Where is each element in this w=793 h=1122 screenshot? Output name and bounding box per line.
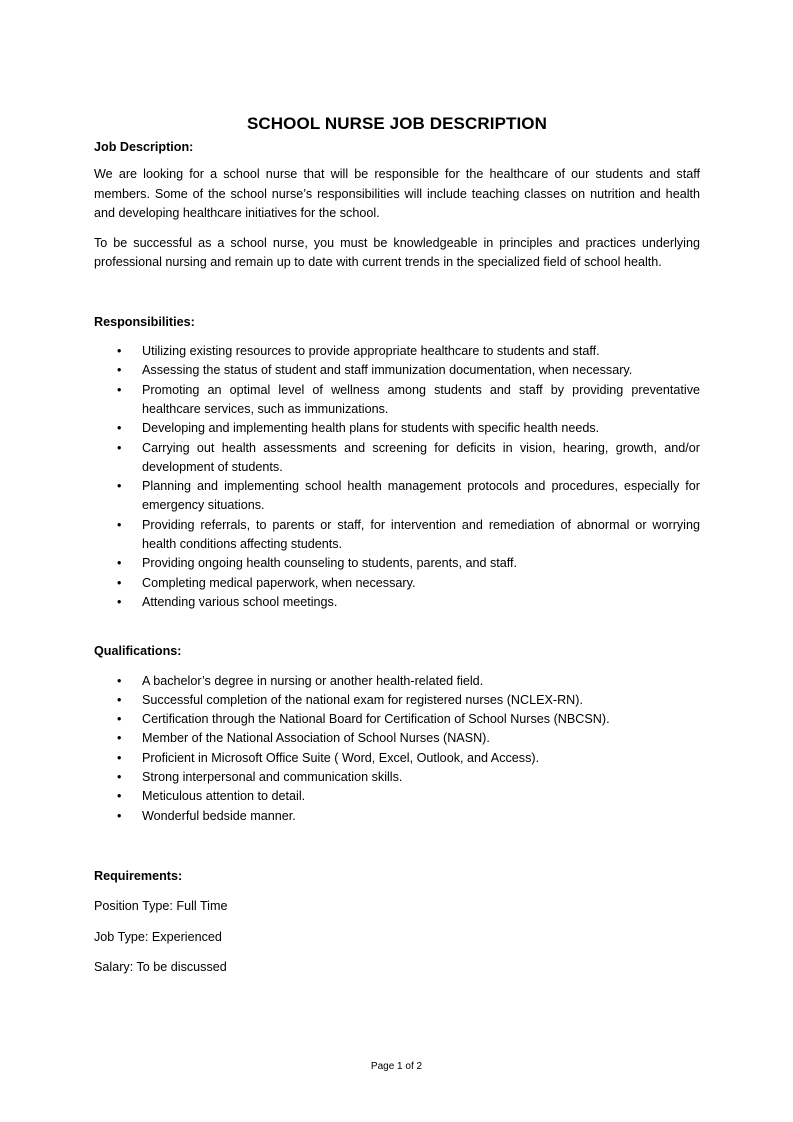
list-item: • A bachelor’s degree in nursing or another health-related field. xyxy=(94,672,700,691)
list-item: • Promoting an optimal level of wellness among students and staff by providing preventative healthcare services, such as immunizations. xyxy=(117,382,700,416)
list-item: • Assessing the status of student and staff immunization documentation, when necessary. xyxy=(94,361,700,380)
bullet-icon: • xyxy=(117,363,122,378)
job-description-paragraph-2: To be successful as a school nurse, you must be knowledgeable in principles and practices underlying professional nursing and remain up to date with current trends in the specialized field of school health. xyxy=(94,236,700,270)
list-item: • Wonderful bedside manner. xyxy=(94,807,700,826)
bullet-icon: • xyxy=(117,770,122,785)
list-item: • Developing and implementing health plans for students with specific health needs. xyxy=(94,419,700,438)
list-item: • Planning and implementing school health management protocols and procedures, especially for emergency situations. xyxy=(117,479,700,513)
bullet-icon: • xyxy=(117,479,122,494)
list-item: • Member of the National Association of School Nurses (NASN). xyxy=(94,729,700,748)
bullet-icon: • xyxy=(117,344,122,359)
bullet-icon: • xyxy=(117,556,122,571)
list-item: • Strong interpersonal and communication skills. xyxy=(94,768,700,787)
job-description-paragraph-1: We are looking for a school nurse that will be responsible for the healthcare of our students and staff members. Some of the school nurse’s responsibilities will include teaching classes on nutrition and health and developing healthcare initiatives for the school. xyxy=(94,167,700,220)
list-item: • Providing ongoing health counseling to students, parents, and staff. xyxy=(94,554,700,573)
bullet-icon: • xyxy=(117,440,122,455)
bullet-icon: • xyxy=(117,750,122,765)
bullet-icon: • xyxy=(117,731,122,746)
page-number-footer: Page 1 of 2 xyxy=(370,1061,423,1072)
bullet-icon: • xyxy=(117,382,122,397)
job-description-heading: Job Description: xyxy=(94,140,194,154)
document-body xyxy=(94,112,700,977)
qualifications-list xyxy=(94,672,700,826)
bullet-icon: • xyxy=(117,692,122,707)
list-item: • Completing medical paperwork, when necessary. xyxy=(94,574,700,593)
responsibilities-list xyxy=(94,342,700,612)
list-item: • Successful completion of the national exam for registered nurses (NCLEX-RN). xyxy=(94,691,700,710)
salary: Salary: To be discussed xyxy=(94,959,227,974)
job-type: Job Type: Experienced xyxy=(94,929,222,944)
list-item: • Carrying out health assessments and screening for deficits in vision, hearing, growth, and/or development of students. xyxy=(117,440,700,474)
bullet-icon: • xyxy=(117,673,122,688)
document-title: SCHOOL NURSE JOB DESCRIPTION xyxy=(246,114,548,133)
bullet-icon: • xyxy=(117,421,122,436)
responsibilities-heading: Responsibilities: xyxy=(94,314,195,329)
list-item: • Providing referrals, to parents or staff, for intervention and remediation of abnormal or worrying health conditions affecting students. xyxy=(117,517,700,552)
list-item: • Utilizing existing resources to provide appropriate healthcare to students and staff. xyxy=(94,342,700,361)
qualifications-heading: Qualifications: xyxy=(94,644,182,659)
list-item: • Certification through the National Board for Certification of School Nurses (NBCSN). xyxy=(94,710,700,729)
list-item: • Attending various school meetings. xyxy=(94,593,700,612)
bullet-icon: • xyxy=(117,594,122,609)
bullet-icon: • xyxy=(117,808,122,823)
list-item: • Meticulous attention to detail. xyxy=(94,787,700,806)
bullet-icon: • xyxy=(117,789,122,804)
bullet-icon: • xyxy=(117,575,122,590)
position-type: Position Type: Full Time xyxy=(94,899,228,914)
requirements-heading: Requirements: xyxy=(94,868,183,883)
list-item: • Proficient in Microsoft Office Suite ( Word, Excel, Outlook, and Access). xyxy=(94,749,700,768)
bullet-icon: • xyxy=(117,517,122,532)
bullet-icon: • xyxy=(117,712,122,727)
